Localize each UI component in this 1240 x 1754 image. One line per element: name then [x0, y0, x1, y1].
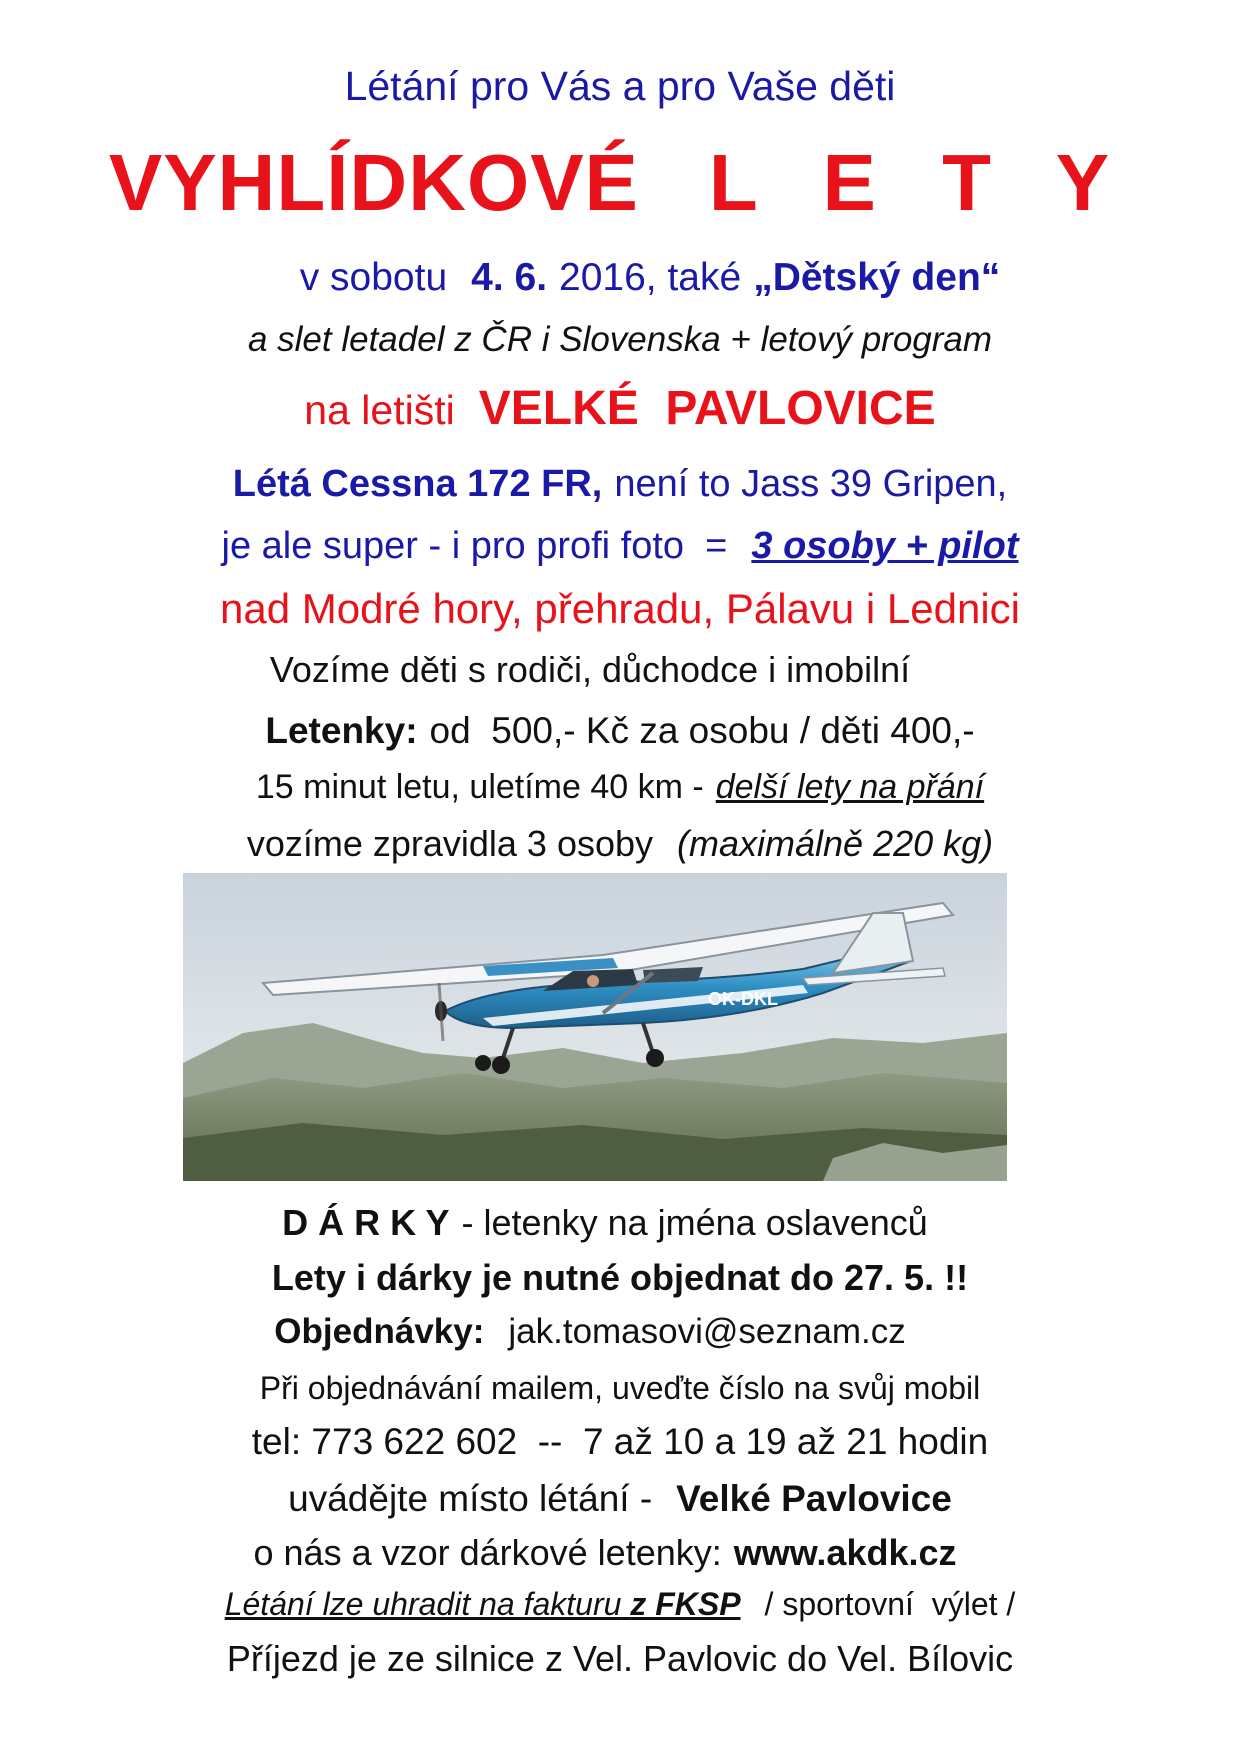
weight-note: (maximálně 220 kg)	[677, 823, 994, 864]
capacity-link[interactable]: 3 osoby + pilot	[751, 525, 1019, 567]
invoice-link-fksp: z FKSP	[630, 1586, 741, 1622]
invoice-link-text: Létání lze uhradit na fakturu	[224, 1586, 622, 1622]
event-date: 4. 6.	[471, 256, 548, 299]
invoice-line	[0, 1588, 1240, 1620]
passengers-line: Vozíme děti s rodiči, důchodce i imobilní	[269, 649, 911, 690]
airplane-photo	[183, 873, 1007, 1181]
plane-name: Létá Cessna 172 FR,	[232, 463, 603, 505]
orders-email[interactable]: jak.tomasovi@seznam.cz	[508, 1312, 906, 1351]
program-line: a slet letadel z ČR i Slovenska + letový program	[247, 320, 993, 359]
location-place: VELKÉ PAVLOVICE	[478, 382, 936, 435]
page-title	[0, 138, 1240, 227]
date-line	[30, 258, 1240, 297]
weight-text: vozíme zpravidla 3 osoby	[246, 823, 654, 864]
deadline-line: Lety i dárky je nutné objednat do 27. 5. !!	[271, 1257, 969, 1298]
mail-note: Při objednávání mailem, uveďte číslo na svůj mobil	[259, 1370, 981, 1406]
title-part1: VYHLÍDKOVÉ	[108, 138, 639, 227]
duration-line	[0, 770, 1240, 804]
date-year: 2016, také	[559, 256, 742, 299]
gifts-text: - letenky na jména oslavenců	[461, 1202, 928, 1243]
location-line	[0, 382, 1240, 435]
gifts-line	[0, 1202, 1225, 1243]
plane-note: není to Jass 39 Gripen,	[614, 463, 1008, 505]
duration-link[interactable]: delší lety na přání	[715, 768, 985, 806]
web-line	[0, 1532, 1225, 1573]
access-line: Příjezd je ze silnice z Vel. Pavlovic do Vel. Bílovic	[226, 1638, 1014, 1679]
capacity-text: je ale super - i pro profi foto =	[221, 525, 728, 567]
registration-mark: OK-DKL	[708, 989, 778, 1009]
route-line: nad Modré hory, přehradu, Pálavu i Lednici	[219, 585, 1021, 632]
date-prefix: v sobotu	[299, 256, 448, 299]
price-label: Letenky:	[265, 710, 418, 751]
place-note-text: uvádějte místo létání -	[288, 1478, 653, 1519]
orders-line	[0, 1314, 1210, 1349]
place-note-place: Velké Pavlovice	[676, 1478, 952, 1519]
duration-text: 15 minut letu, uletíme 40 km -	[255, 768, 704, 806]
web-url[interactable]: www.akdk.cz	[733, 1532, 957, 1573]
price-text: od 500,- Kč za osobu / děti 400,-	[429, 710, 975, 751]
title-part2: L E T Y	[708, 138, 1132, 227]
plane-line	[0, 465, 1240, 503]
event-name: „Dětský den“	[753, 256, 1001, 299]
invoice-rest: / sportovní výlet /	[764, 1586, 1016, 1622]
invoice-link[interactable]	[225, 1586, 741, 1622]
orders-label: Objednávky:	[274, 1312, 485, 1351]
phone-line: tel: 773 622 602 -- 7 až 10 a 19 až 21 hodin	[251, 1421, 989, 1462]
headline: Létání pro Vás a pro Vaše děti	[344, 63, 896, 109]
location-prefix: na letišti	[304, 387, 455, 433]
weight-line	[0, 823, 1240, 864]
place-note	[0, 1480, 1240, 1517]
capacity-line	[0, 527, 1240, 565]
web-text: o nás a vzor dárkové letenky:	[253, 1532, 722, 1573]
price-line	[0, 712, 1240, 749]
gifts-label: D Á R K Y	[282, 1202, 450, 1243]
